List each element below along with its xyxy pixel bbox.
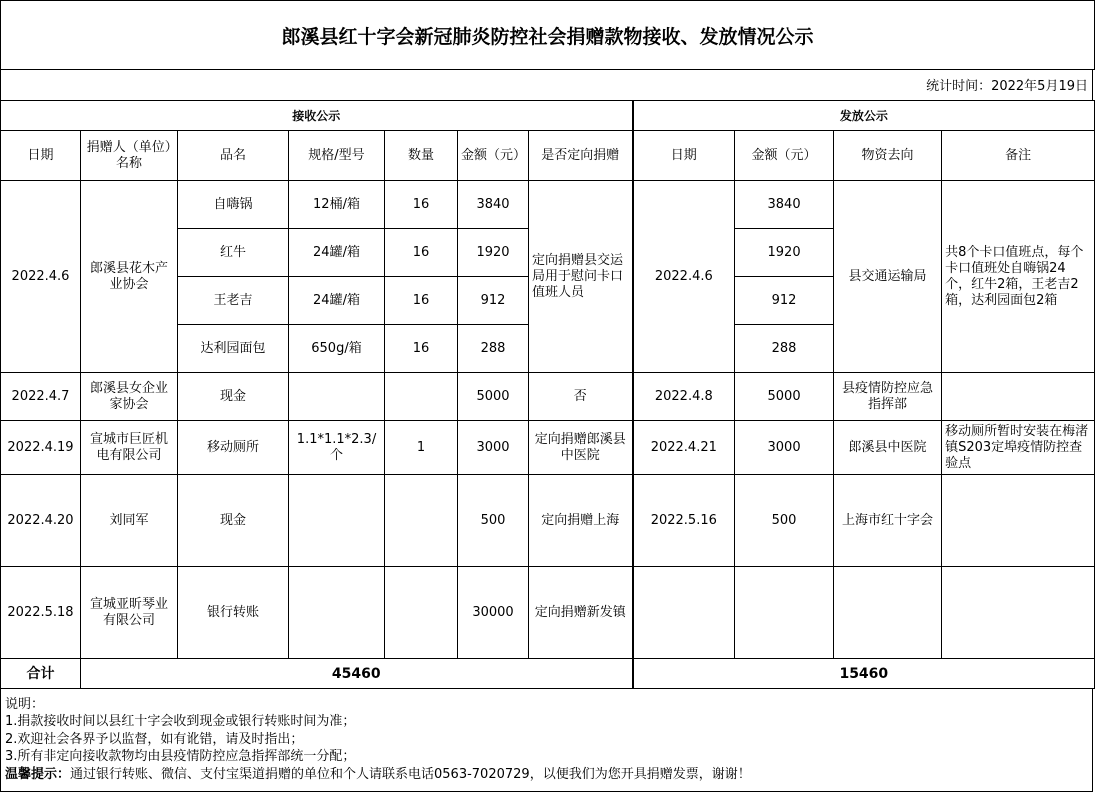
row-qty: [385, 475, 458, 567]
row-distribute-date: 2022.5.16: [633, 475, 735, 567]
note-item: 2.欢迎社会各界予以监督，如有讹错，请及时指出；: [5, 731, 304, 747]
col-distribute-date: 日期: [633, 131, 735, 181]
group1-destination: 县交通运输局: [834, 181, 942, 373]
col-destination: 物资去向: [834, 131, 942, 181]
group1-distribute-date: 2022.4.6: [633, 181, 735, 373]
receive-section-header: 接收公示: [1, 101, 633, 131]
row-destination: 郎溪县中医院: [834, 421, 942, 475]
item-name: 王老吉: [178, 277, 289, 325]
col-donor: 捐赠人（单位）名称: [81, 131, 178, 181]
group1-date: 2022.4.6: [1, 181, 81, 373]
notes-head: 说明：: [5, 697, 45, 712]
item-name: 自嗨锅: [178, 181, 289, 229]
item-qty: 16: [385, 325, 458, 373]
row-qty: [385, 567, 458, 659]
row-remark: [942, 373, 1095, 421]
row-item: 现金: [178, 373, 289, 421]
row-donor: 刘同军: [81, 475, 178, 567]
row-distribute-date: [633, 567, 735, 659]
row-spec: [289, 567, 385, 659]
item-spec: 12桶/箱: [289, 181, 385, 229]
row-donor: 宣城亚昕琴业有限公司: [81, 567, 178, 659]
row-date: 2022.4.20: [1, 475, 81, 567]
warm-tip-label: 温馨提示：: [5, 766, 71, 782]
col-qty: 数量: [385, 131, 458, 181]
group1-donor: 郎溪县花木产业协会: [81, 181, 178, 373]
row-amount: 30000: [458, 567, 529, 659]
item-spec: 24罐/箱: [289, 277, 385, 325]
col-directed: 是否定向捐赠: [529, 131, 633, 181]
page-title: 郎溪县红十字会新冠肺炎防控社会捐赠款物接收、发放情况公示: [0, 0, 1095, 70]
table-row: [1, 421, 1095, 475]
col-date: 日期: [1, 131, 81, 181]
distribute-section-header: 发放公示: [633, 101, 1095, 131]
warm-tip: [5, 766, 1092, 783]
item-qty: 16: [385, 277, 458, 325]
notes-section: [0, 688, 1093, 792]
item-amount: 912: [458, 277, 529, 325]
table-row: [1, 373, 1095, 421]
row-directed: 否: [529, 373, 633, 421]
total-label: 合计: [1, 659, 81, 689]
row-date: 2022.4.7: [1, 373, 81, 421]
total-receive: 45460: [81, 659, 633, 689]
row-date: 2022.5.18: [1, 567, 81, 659]
row-directed: 定向捐赠新发镇: [529, 567, 633, 659]
row-amount: 500: [458, 475, 529, 567]
item-name: 达利园面包: [178, 325, 289, 373]
row-donor: 郎溪县女企业家协会: [81, 373, 178, 421]
row-distribute-date: 2022.4.21: [633, 421, 735, 475]
item-distribute-amount: 1920: [735, 229, 834, 277]
row-spec: [289, 373, 385, 421]
row-item: 移动厕所: [178, 421, 289, 475]
row-donor: 宣城市巨匠机电有限公司: [81, 421, 178, 475]
row-destination: [834, 567, 942, 659]
row-distribute-amount: 500: [735, 475, 834, 567]
note-item: 1.捐款接收时间以县红十字会收到现金或银行转账时间为准；: [5, 714, 356, 730]
row-qty: 1: [385, 421, 458, 475]
item-amount: 288: [458, 325, 529, 373]
row-item: 现金: [178, 475, 289, 567]
group1-directed: 定向捐赠县交运局用于慰问卡口值班人员: [529, 181, 633, 373]
row-distribute-amount: 5000: [735, 373, 834, 421]
row-distribute-amount: 3000: [735, 421, 834, 475]
row-destination: 上海市红十字会: [834, 475, 942, 567]
col-distribute-amount: 金额（元）: [735, 131, 834, 181]
row-qty: [385, 373, 458, 421]
note-item: 3.所有非定向接收款物均由县疫情防控应急指挥部统一分配；: [5, 749, 356, 765]
item-qty: 16: [385, 181, 458, 229]
row-amount: 3000: [458, 421, 529, 475]
item-name: 红牛: [178, 229, 289, 277]
warm-tip-text: 通过银行转账、微信、支付宝渠道捐赠的单位和个人请联系电话0563-7020729，以便我们为您开具捐赠发票，谢谢！: [70, 766, 751, 782]
total-distribute: 15460: [633, 659, 1095, 689]
item-amount: 3840: [458, 181, 529, 229]
table-row: [1, 475, 1095, 567]
item-distribute-amount: 3840: [735, 181, 834, 229]
col-amount: 金额（元）: [458, 131, 529, 181]
publicity-table: [0, 100, 1095, 689]
item-distribute-amount: 288: [735, 325, 834, 373]
table-row: [1, 567, 1095, 659]
row-remark: [942, 475, 1095, 567]
row-directed: 定向捐赠上海: [529, 475, 633, 567]
item-distribute-amount: 912: [735, 277, 834, 325]
row-remark: [942, 567, 1095, 659]
col-remark: 备注: [942, 131, 1095, 181]
col-spec: 规格/型号: [289, 131, 385, 181]
col-item: 品名: [178, 131, 289, 181]
total-row: [1, 659, 1095, 689]
item-qty: 16: [385, 229, 458, 277]
row-date: 2022.4.19: [1, 421, 81, 475]
row-spec: [289, 475, 385, 567]
row-distribute-amount: [735, 567, 834, 659]
row-distribute-date: 2022.4.8: [633, 373, 735, 421]
table-row: [1, 181, 1095, 229]
item-spec: 650g/箱: [289, 325, 385, 373]
row-spec: 1.1*1.1*2.3/个: [289, 421, 385, 475]
statistics-time: 统计时间：2022年5月19日: [0, 69, 1093, 100]
item-spec: 24罐/箱: [289, 229, 385, 277]
row-item: 银行转账: [178, 567, 289, 659]
group1-remark: 共8个卡口值班点，每个卡口值班处自嗨锅24个，红牛2箱，王老吉2箱，达利园面包2箱: [942, 181, 1095, 373]
row-amount: 5000: [458, 373, 529, 421]
row-remark: 移动厕所暂时安装在梅渚镇S203定埠疫情防控查验点: [942, 421, 1095, 475]
row-destination: 县疫情防控应急指挥部: [834, 373, 942, 421]
row-directed: 定向捐赠郎溪县中医院: [529, 421, 633, 475]
item-amount: 1920: [458, 229, 529, 277]
